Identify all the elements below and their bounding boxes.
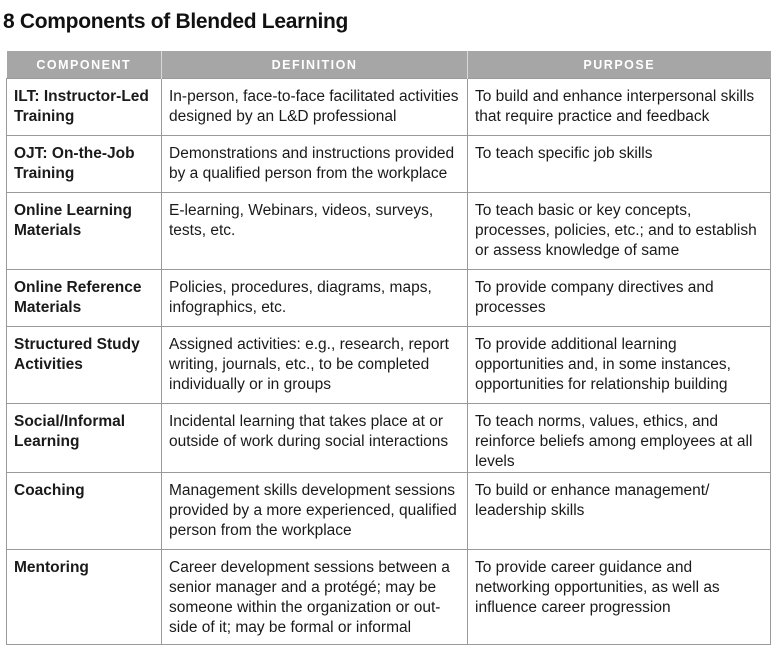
component-cell: Mentoring	[7, 550, 162, 645]
table-row	[7, 270, 771, 327]
table-header-row	[7, 51, 771, 79]
definition-cell: In-person, face-to-face facilitated activities designed by an L&D professional	[162, 79, 468, 136]
table-row	[7, 193, 771, 270]
table-row	[7, 327, 771, 404]
purpose-cell: To provide additional learning opportunities and, in some instances, opportunities for relationship building	[468, 327, 771, 404]
component-cell: ILT: Instructor-Led Training	[7, 79, 162, 136]
purpose-cell: To teach specific job skills	[468, 136, 771, 193]
column-header-purpose: PURPOSE	[468, 51, 771, 79]
definition-cell: Demonstrations and instructions provided by a qualified person from the workplace	[162, 136, 468, 193]
definition-cell: Policies, procedures, diagrams, maps, infographics, etc.	[162, 270, 468, 327]
blended-learning-table	[6, 51, 771, 645]
definition-cell: Management skills development sessions provided by a more experienced, qualified person from the workplace	[162, 473, 468, 550]
purpose-cell: To build or enhance management/ leadership skills	[468, 473, 771, 550]
table-row	[7, 473, 771, 550]
component-cell: Online Learning Materials	[7, 193, 162, 270]
purpose-cell: To teach basic or key concepts, processes, policies, etc.; and to establish or assess knowledge of same	[468, 193, 771, 270]
purpose-cell: To provide company directives and processes	[468, 270, 771, 327]
purpose-cell: To build and enhance interpersonal skills that require practice and feedback	[468, 79, 771, 136]
purpose-cell: To teach norms, values, ethics, and reinforce beliefs among employees at all levels	[468, 404, 771, 473]
definition-cell: Assigned activities: e.g., research, report writing, journals, etc., to be completed individually or in groups	[162, 327, 468, 404]
table-row	[7, 79, 771, 136]
component-cell: Structured Study Activities	[7, 327, 162, 404]
definition-cell: Career development sessions between a senior manager and a protégé; may be someone within the organization or out-side of it; may be formal or informal	[162, 550, 468, 645]
definition-cell: E-learning, Webinars, videos, surveys, tests, etc.	[162, 193, 468, 270]
component-cell: Social/Informal Learning	[7, 404, 162, 473]
definition-cell: Incidental learning that takes place at or outside of work during social interactions	[162, 404, 468, 473]
column-header-component: COMPONENT	[7, 51, 162, 79]
page-title: 8 Components of Blended Learning	[3, 10, 349, 33]
table-row	[7, 550, 771, 645]
purpose-cell: To provide career guidance and networking opportunities, as well as influence career progression	[468, 550, 771, 645]
component-cell: OJT: On-the-Job Training	[7, 136, 162, 193]
component-cell: Online Reference Materials	[7, 270, 162, 327]
component-cell: Coaching	[7, 473, 162, 550]
table-row	[7, 136, 771, 193]
table-row	[7, 404, 771, 473]
column-header-definition: DEFINITION	[162, 51, 468, 79]
